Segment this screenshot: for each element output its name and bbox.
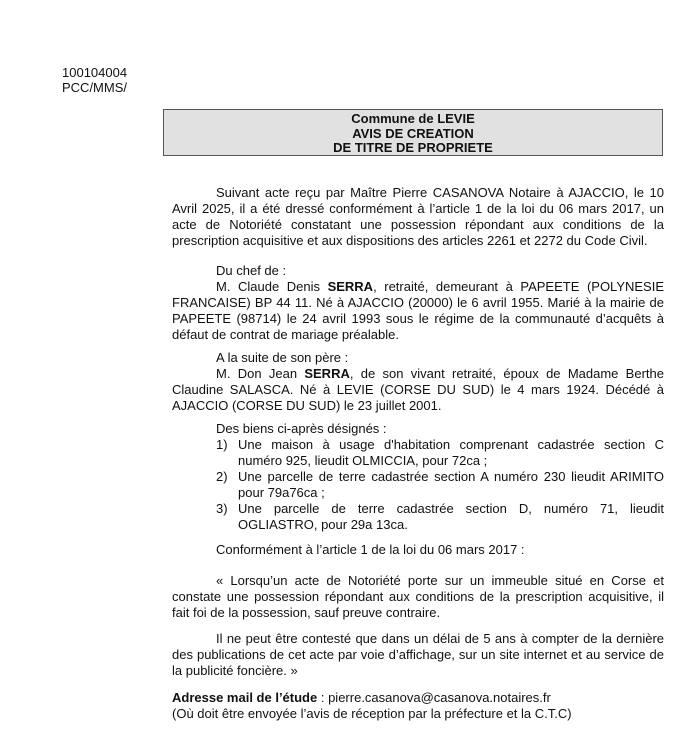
chef-paragraph xyxy=(172,279,664,343)
pere-prefix: M. Don Jean xyxy=(216,366,305,381)
quote-paragraph: « Lorsqu’un acte de Notoriété porte sur un immeuble situé en Corse et constate une possession répondant aux conditions de la prescription acquisitive, il fait foi de la possession, sauf preuve contraire. xyxy=(172,573,664,620)
contact-separator: : xyxy=(317,690,329,705)
chef-prefix: M. Claude Denis xyxy=(216,279,328,294)
biens-list xyxy=(172,437,664,533)
title-titre: DE TITRE DE PROPRIETE xyxy=(333,140,493,155)
list-item xyxy=(172,437,664,469)
pere-section xyxy=(172,350,664,414)
contact-block xyxy=(172,690,664,722)
item-text: Une parcelle de terre cadastrée section A numéro 230 lieudit ARIMITO pour 79a76ca ; xyxy=(238,469,664,500)
contact-label: Adresse mail de l’étude xyxy=(172,690,318,705)
pere-name: SERRA xyxy=(304,366,350,381)
pere-heading: A la suite de son père : xyxy=(216,350,349,365)
reference-block xyxy=(62,65,127,95)
title-avis: AVIS DE CREATION xyxy=(352,125,474,141)
contact-email: pierre.casanova@casanova.notaires.fr xyxy=(328,690,551,705)
contact-note: (Où doit être envoyée l’avis de réception par la préfecture et la C.T.C) xyxy=(172,706,572,721)
item-text: Une maison à usage d'habitation comprenant cadastrée section C numéro 925, lieudit OLMICCIA, pour 72ca ; xyxy=(238,437,664,468)
conformement-line: Conformément à l’article 1 de la loi du 06 mars 2017 : xyxy=(216,542,525,557)
pere-paragraph xyxy=(172,366,664,414)
chef-heading: Du chef de : xyxy=(216,263,287,278)
title-commune: Commune de LEVIE xyxy=(351,111,475,126)
list-item xyxy=(172,469,664,501)
item-number: 2) xyxy=(216,469,228,484)
reference-initials: PCC/MMS/ xyxy=(62,80,127,95)
biens-section xyxy=(172,421,664,533)
item-number: 1) xyxy=(216,437,228,452)
item-number: 3) xyxy=(216,501,228,516)
pere-text: , de son vivant retraité, époux de Madame Berthe Claudine SALASCA. Né à LEVIE (CORSE DU SUD) le 4 mars 1924. Décédé à AJACCIO (CORSE DU SUD) le 23 juillet 2001. xyxy=(172,366,664,413)
chef-section xyxy=(172,263,664,343)
item-text: Une parcelle de terre cadastrée section D, numéro 71, lieudit OGLIASTRO, pour 29a 13ca. xyxy=(238,501,664,532)
contact-line xyxy=(172,690,664,706)
list-item xyxy=(172,501,664,533)
chef-name: SERRA xyxy=(327,279,374,294)
intro-paragraph: Suivant acte reçu par Maître Pierre CASANOVA Notaire à AJACCIO, le 10 Avril 2025, il a été dressé conformément à l’article 1 de la loi du 06 mars 2017, un acte de Notoriété constatant une possession répondant aux conditions de la prescription acquisitive et aux dispositions des articles 2261 et 2272 du Code Civil. xyxy=(172,185,664,248)
chef-text: , retraité, demeurant à PAPEETE (POLYNESIE FRANCAISE) BP 44 11. Né à AJACCIO (20000) le 6 avril 1955. Marié à la mairie de PAPEETE (98714) le 24 avril 1993 sous le régime de la communauté d’acquêts à défaut de contrat de mariage préalable. xyxy=(172,279,664,342)
reference-number: 100104004 xyxy=(62,65,128,80)
delai-paragraph: Il ne peut être contesté que dans un délai de 5 ans à compter de la dernière des publications de cet acte par voie d’affichage, sur un site internet et au service de la publicité foncière. » xyxy=(172,631,664,678)
title-box xyxy=(163,109,663,156)
biens-heading: Des biens ci-après désignés : xyxy=(216,421,387,436)
